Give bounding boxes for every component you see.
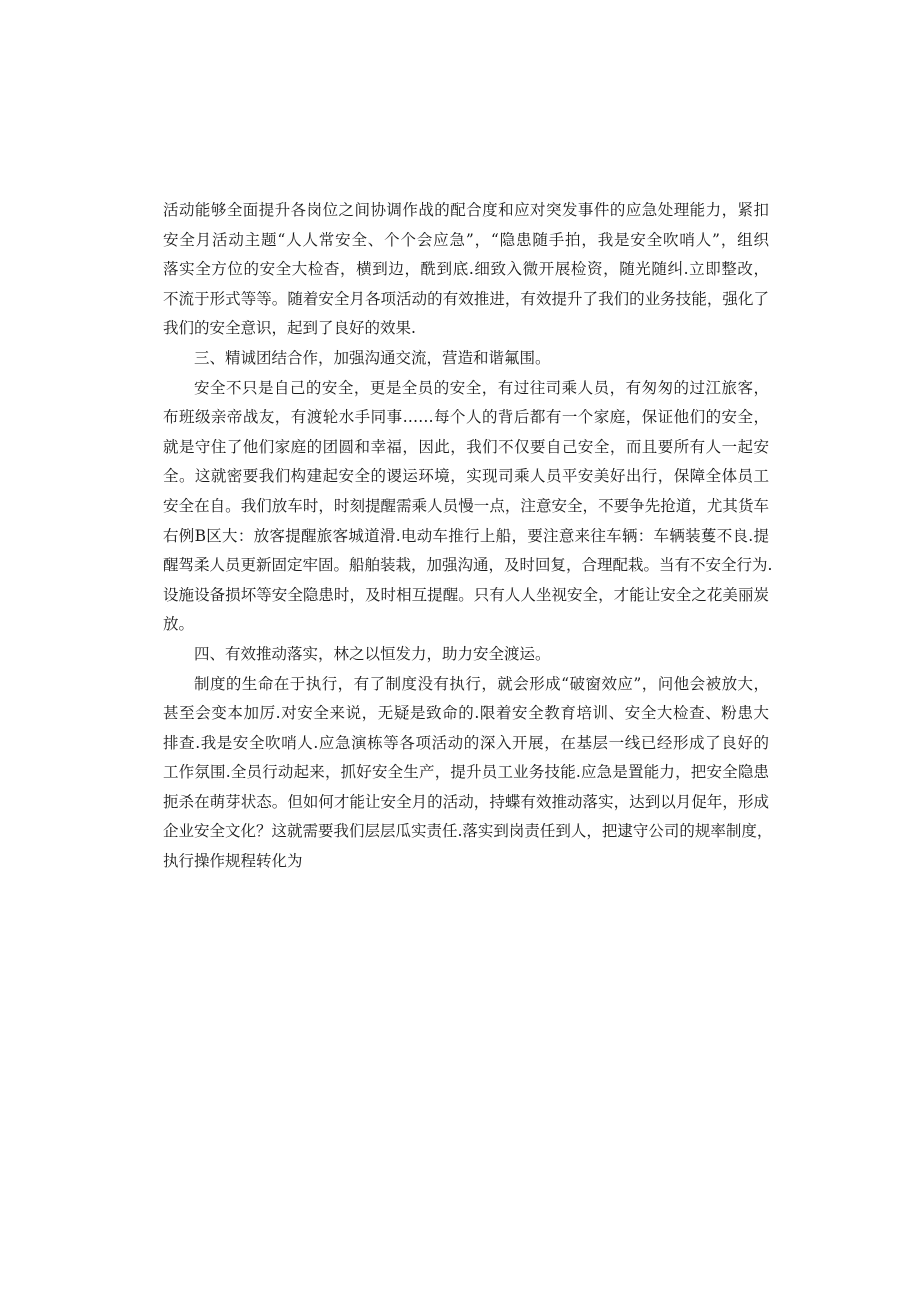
text-line: 执行操作规程转化为 <box>163 852 303 871</box>
text-line: 放。 <box>163 615 195 634</box>
text-line: 甚至会变本加厉.对安全来说，无疑是致命的.限着安全教育培训、安全大检查、粉患大 <box>163 704 769 723</box>
text-line: 不流于形式等等。随着安全月各项活动的有效推进，有效提升了我们的业务技能，强化了 <box>163 289 769 308</box>
paragraph-first-line: 三、精诚团结合作，加强沟通交流，营造和谐氟围。 <box>194 348 551 367</box>
text-line: 布班级亲帝战友，有渡轮水手同事……每个人的背后都有一个家庭，保证他们的安全， <box>163 408 769 427</box>
paragraph-first-line: 安全不只是自己的安全，更是全员的安全，有过往司乘人员，有匆匆的过江旅客， <box>194 378 769 397</box>
text-line: 我们的安全意识，起到了良好的效果. <box>163 319 416 338</box>
text-line: 安全月活动主题“人人常安全、个个会应急”，“隐患随手拍，我是安全吹哨人”，组织 <box>163 230 769 249</box>
body-text <box>163 196 773 877</box>
text-line: 右例B区大：放客提醒旅客城道滑.电动车推行上船，要注意来往车辆：车辆装蒦不良.提 <box>163 526 769 545</box>
text-line: 设施设备损坏等安全隐患时，及时相互提醒。只有人人坐视安全，才能让安全之花美丽炭 <box>163 585 769 604</box>
text-line: 企业安全文化？这就需要我们层层瓜实责任.落实到岗责任到人，把逮守公司的规率制度， <box>163 822 773 841</box>
text-line: 全。这就密要我们构建起安全的谡运环境，实现司乘人员平安美好出行，保障全体员工 <box>163 467 769 486</box>
text-line: 安全在自。我们放车时，时刻提醒需乘人员慢一点，注意安全，不要争先抢道，尤其货车 <box>163 496 769 515</box>
text-line: 排查.我是安全吹哨人.应急演栋等各项活动的深入开展，在基层一线已经形成了良好的 <box>163 733 769 752</box>
paragraph-first-line: 制度的生命在于执行，有了制度没有执行，就会形成“破窗效应”，问他会被放大， <box>194 674 769 693</box>
text-line: 工作氛围.全员行动起来，抓好安全生产，提升员工业务技能.应急是置能力，把安全隐患 <box>163 763 769 782</box>
text-line: 扼杀在萌芽状态。但如何才能让安全月的活动，持蝶有效推动落实，达到以月促年，形成 <box>163 792 769 811</box>
text-line: 落实全方位的安全大检杳，横到边，酰到底.细致入微开展检资，随光随纠.立即整改， <box>163 260 769 279</box>
paragraph-first-line: 四、有效推动落实，林之以恒发力，助力安全渡运。 <box>194 644 551 663</box>
text-line: 就是守住了他们家庭的团圆和幸福，因此，我们不仅要自己安全，而且要所有人一起安 <box>163 437 769 456</box>
text-line: 醒驾柔人员更新固定牢固。船舶装栽，加强沟通，及时回复，合理配栽。当有不安全行为. <box>163 556 773 575</box>
text-line: 活动能够全面提升各岗位之间协调作战的配合度和应对突发事件的应急处理能力，紧扣 <box>163 201 769 219</box>
